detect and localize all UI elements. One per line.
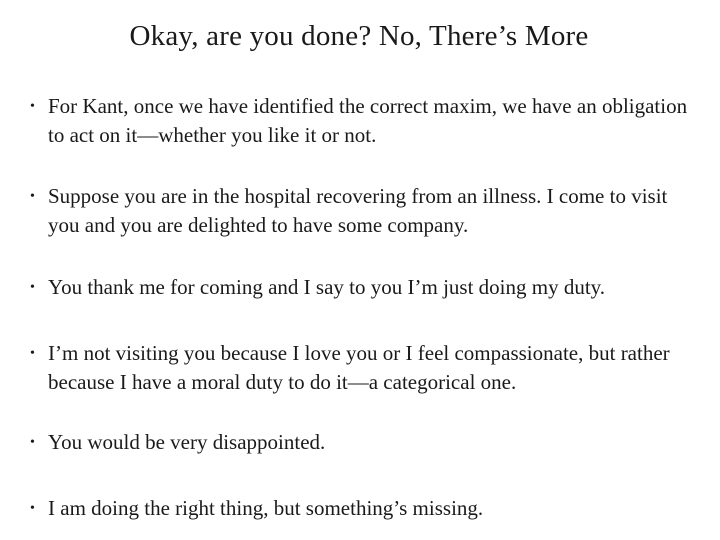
slide-title: Okay, are you done? No, There’s More xyxy=(129,20,589,52)
bullet-text: I am doing the right thing, but something’s missing. xyxy=(48,496,484,520)
bullet-item xyxy=(30,273,690,302)
bullet-text: You would be very disappointed. xyxy=(48,430,326,454)
bullet-glyph: • xyxy=(30,346,35,361)
bullet-text: Suppose you are in the hospital recovering from an illness. I come to visit you and you are delighted to have some company. xyxy=(48,184,668,237)
bullet-text: I’m not visiting you because I love you or I feel compassionate, but rather because I have a moral duty to do it—a categorical one. xyxy=(48,341,670,394)
bullet-glyph: • xyxy=(30,280,35,295)
bullet-item xyxy=(30,182,690,240)
bullet-item xyxy=(30,428,690,457)
bullet-glyph: • xyxy=(30,501,35,516)
bullet-text: You thank me for coming and I say to you I’m just doing my duty. xyxy=(48,275,606,299)
bullet-glyph: • xyxy=(30,99,35,114)
bullet-text: For Kant, once we have identified the correct maxim, we have an obligation to act on it—whether you like it or not. xyxy=(48,94,688,147)
bullet-glyph: • xyxy=(30,435,35,450)
bullet-item xyxy=(30,339,690,397)
bullet-item xyxy=(30,92,690,150)
bullet-item xyxy=(30,494,690,523)
bullet-glyph: • xyxy=(30,189,35,204)
